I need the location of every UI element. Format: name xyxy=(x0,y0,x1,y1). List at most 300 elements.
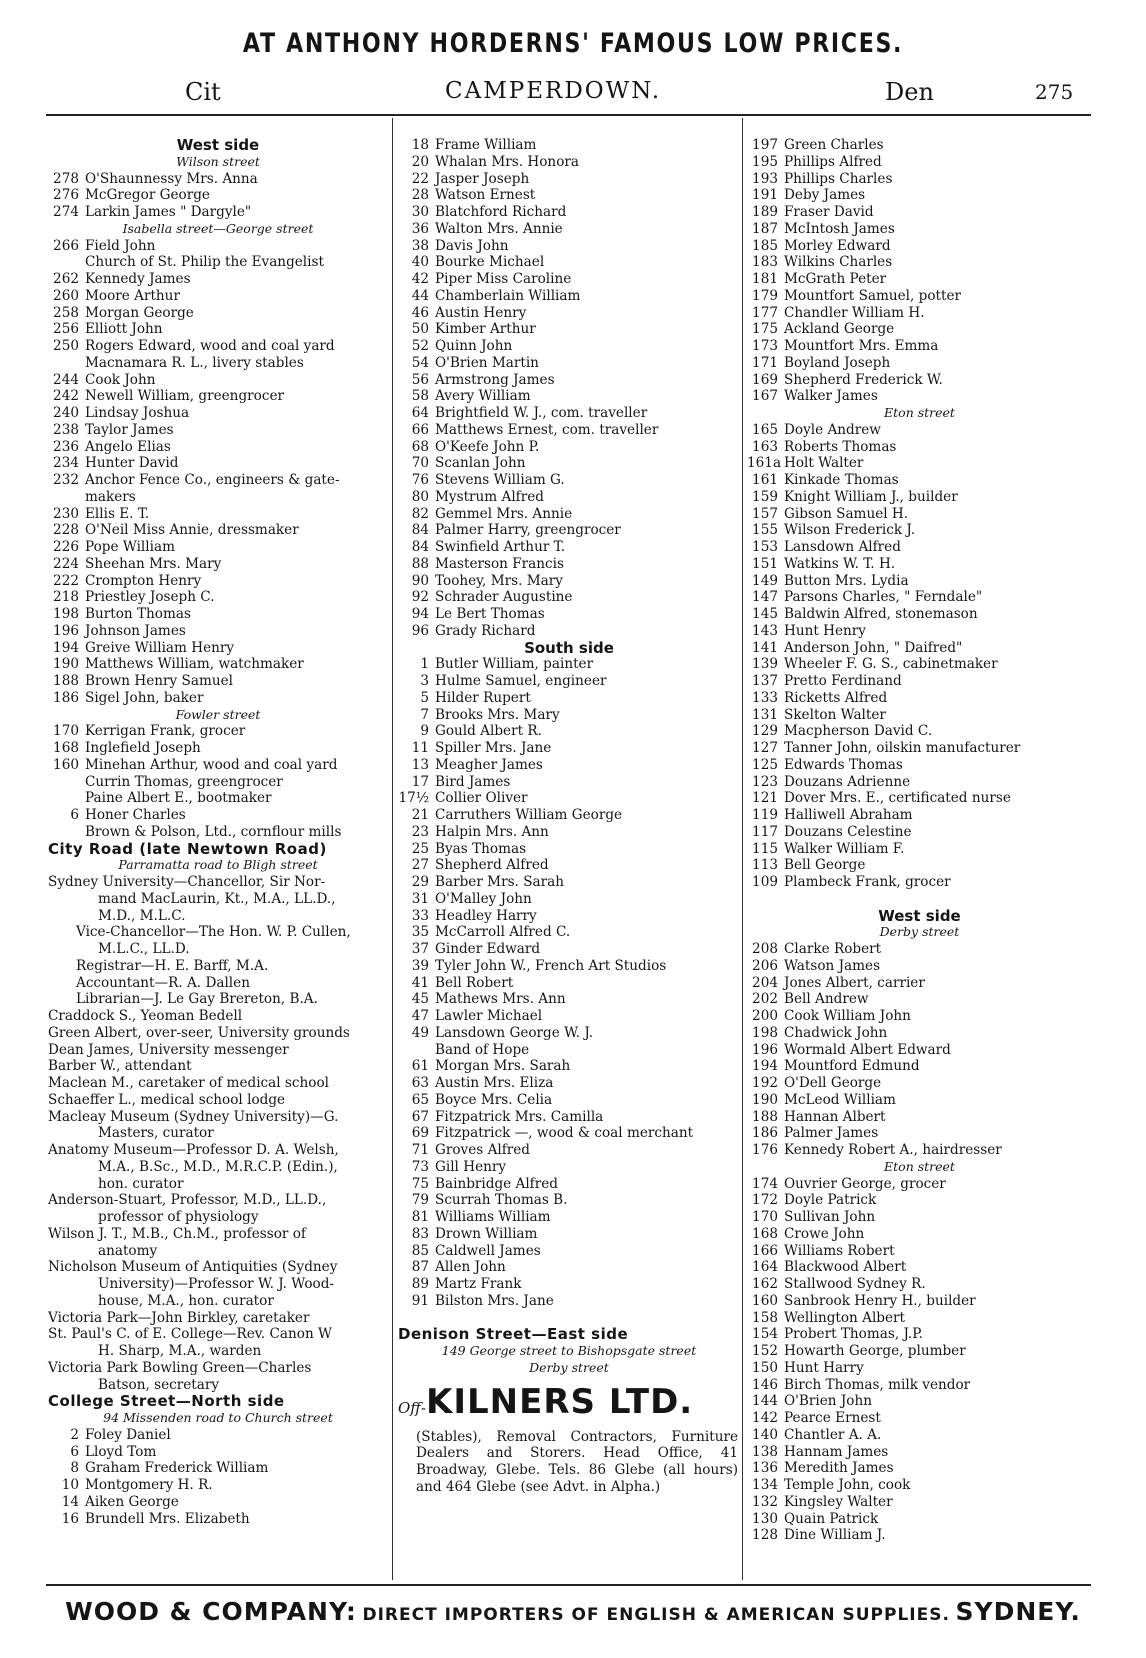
house-number: 194 xyxy=(53,639,79,656)
directory-entry xyxy=(398,271,740,288)
house-number: 82 xyxy=(411,505,429,522)
house-number: 131 xyxy=(752,706,778,723)
resident-name: Macpherson David C. xyxy=(784,723,933,740)
cross-street: Wilson street xyxy=(176,153,260,169)
resident-name: Burton Thomas xyxy=(85,606,191,622)
directory-entry xyxy=(747,439,1092,456)
house-number: 127 xyxy=(752,740,778,756)
directory-entry xyxy=(747,1075,1092,1092)
directory-entry xyxy=(48,1444,388,1461)
directory-entry xyxy=(398,958,740,975)
directory-entry xyxy=(398,975,740,992)
house-number: 181 xyxy=(752,271,778,287)
house-number: 191 xyxy=(752,187,778,204)
resident-name: Green Charles xyxy=(784,137,884,153)
directory-entry xyxy=(747,154,1092,171)
house-number: 256 xyxy=(53,321,79,338)
institution-entry: Maclean M., caretaker of medical school xyxy=(48,1075,329,1091)
house-number: 49 xyxy=(411,1024,429,1041)
resident-name: Knight William J., builder xyxy=(784,488,958,505)
resident-name: Avery William xyxy=(435,388,531,405)
resident-name: Inglefield Joseph xyxy=(85,740,201,756)
house-number: 208 xyxy=(752,941,778,957)
directory-entry xyxy=(398,204,740,221)
directory-entry xyxy=(747,757,1092,774)
street-heading: City Road (late Newtown Road) xyxy=(48,839,327,858)
resident-name: Tyler John W., French Art Studios xyxy=(435,957,667,974)
resident-name: Skelton Walter xyxy=(784,706,886,723)
house-number: 37 xyxy=(411,941,429,957)
house-number: 45 xyxy=(411,991,429,1008)
directory-entry xyxy=(48,422,388,439)
house-number: 260 xyxy=(53,287,79,304)
resident-name: McGrath Peter xyxy=(784,271,887,287)
institution-entry: Anatomy Museum—Professor D. A. Welsh, xyxy=(48,1142,339,1158)
resident-name: Gibson Samuel H. xyxy=(784,505,909,522)
house-number: 76 xyxy=(411,472,429,488)
resident-name: Whalan Mrs. Honora xyxy=(435,153,579,170)
house-number: 132 xyxy=(752,1493,778,1510)
house-number: 151 xyxy=(752,555,778,572)
resident-name: Armstrong James xyxy=(435,371,555,388)
house-number: 158 xyxy=(752,1309,778,1326)
house-number: 58 xyxy=(411,388,429,405)
house-number: 157 xyxy=(752,505,778,522)
house-number: 89 xyxy=(411,1276,429,1292)
house-number: 17½ xyxy=(398,790,429,807)
directory-entry xyxy=(747,573,1092,590)
house-number: 185 xyxy=(752,237,778,254)
directory-entry xyxy=(398,439,740,456)
resident-name: Bird James xyxy=(435,773,511,790)
resident-name: Watson Ernest xyxy=(435,187,536,204)
directory-entry xyxy=(747,1527,1092,1544)
institution-entry: Macleay Museum (Sydney University)—G. xyxy=(48,1108,339,1125)
house-number: 197 xyxy=(752,137,778,153)
resident-name: Scanlan John xyxy=(435,455,526,472)
directory-entry xyxy=(747,1243,1092,1260)
resident-name: Birch Thomas, milk vendor xyxy=(784,1376,971,1393)
header-range-start: Cit xyxy=(185,78,221,106)
directory-entry xyxy=(398,137,740,154)
directory-entry xyxy=(48,288,388,305)
resident-name: Doyle Patrick xyxy=(784,1192,877,1209)
house-number: 187 xyxy=(752,220,778,237)
house-number: 198 xyxy=(53,606,79,622)
resident-name: Scurrah Thomas B. xyxy=(435,1192,568,1209)
directory-entry xyxy=(747,1444,1092,1461)
resident-name: Bell George xyxy=(784,857,866,874)
resident-name: Button Mrs. Lydia xyxy=(784,572,909,589)
directory-entry xyxy=(747,673,1092,690)
resident-name: Boyce Mrs. Celia xyxy=(435,1091,553,1108)
resident-name: Walker James xyxy=(784,388,878,405)
house-number: 198 xyxy=(752,1024,778,1041)
resident-name: Bourke Michael xyxy=(435,254,545,271)
resident-name: Wheeler F. G. S., cabinetmaker xyxy=(784,656,998,673)
house-number: 196 xyxy=(752,1041,778,1058)
institution-entry: Sydney University—Chancellor, Sir Nor- xyxy=(48,874,326,890)
cross-street: 94 Missenden road to Church street xyxy=(103,1410,333,1425)
directory-entry xyxy=(398,1092,740,1109)
entry-continuation: M.D., M.L.C. xyxy=(98,907,186,924)
advertiser-city: SYDNEY. xyxy=(955,1597,1081,1626)
directory-entry xyxy=(747,640,1092,657)
house-number: 92 xyxy=(411,589,429,606)
resident-name: Ginder Edward xyxy=(435,941,541,957)
house-number: 145 xyxy=(752,606,778,622)
entry-continuation: professor of physiology xyxy=(98,1209,259,1225)
resident-name: Martz Frank xyxy=(435,1276,522,1292)
resident-name: Parsons Charles, " Ferndale" xyxy=(784,589,983,606)
resident-name: Mountfort Samuel, potter xyxy=(784,287,962,304)
house-number: 162 xyxy=(752,1276,778,1292)
directory-entry xyxy=(747,1109,1092,1126)
house-number: 136 xyxy=(752,1460,778,1477)
directory-column-2 xyxy=(398,137,740,1496)
directory-entry xyxy=(747,1092,1092,1109)
house-number: 33 xyxy=(411,907,429,924)
directory-entry xyxy=(398,908,740,925)
house-number: 84 xyxy=(411,539,429,555)
house-number: 160 xyxy=(752,1292,778,1309)
directory-entry xyxy=(398,254,740,271)
directory-entry xyxy=(48,472,388,489)
house-number: 242 xyxy=(53,388,79,405)
directory-entry xyxy=(398,405,740,422)
house-number: 84 xyxy=(411,522,429,539)
resident-name: Ouvrier George, grocer xyxy=(784,1175,946,1192)
resident-name: Caldwell James xyxy=(435,1242,541,1259)
resident-name: Brundell Mrs. Elizabeth xyxy=(85,1510,250,1527)
resident-name: Bilston Mrs. Jane xyxy=(435,1292,554,1309)
directory-entry xyxy=(398,556,740,573)
house-number: 142 xyxy=(752,1410,778,1426)
house-number: 141 xyxy=(752,639,778,656)
directory-entry xyxy=(398,1142,740,1159)
directory-entry xyxy=(747,1226,1092,1243)
house-number: 190 xyxy=(53,656,79,673)
directory-entry xyxy=(398,321,740,338)
resident-name: Sheehan Mrs. Mary xyxy=(85,555,222,572)
directory-entry xyxy=(747,824,1092,841)
resident-name: Blatchford Richard xyxy=(435,204,567,220)
house-number: 168 xyxy=(53,740,79,756)
directory-entry xyxy=(747,254,1092,271)
street-heading: Denison Street—East side xyxy=(398,1325,629,1344)
resident-name: Brown & Polson, Ltd., cornflour mills xyxy=(85,823,342,840)
house-number: 40 xyxy=(411,254,429,271)
house-number: 20 xyxy=(411,153,429,170)
house-number: 123 xyxy=(752,773,778,790)
house-number: 133 xyxy=(752,689,778,706)
cross-street: Isabella street—George street xyxy=(122,220,314,236)
directory-entry xyxy=(398,1109,740,1126)
directory-entry xyxy=(747,991,1092,1008)
house-number: 266 xyxy=(53,237,79,254)
resident-name: Larkin James " Dargyle" xyxy=(85,204,252,220)
directory-entry xyxy=(747,472,1092,489)
house-number: 90 xyxy=(411,572,429,589)
directory-entry xyxy=(747,790,1092,807)
house-number: 87 xyxy=(411,1259,429,1276)
resident-name: Dine William J. xyxy=(784,1527,886,1544)
house-number: 117 xyxy=(752,823,778,840)
resident-name: Meagher James xyxy=(435,756,543,773)
house-number: 139 xyxy=(752,656,778,673)
house-number: 63 xyxy=(411,1075,429,1091)
house-number: 154 xyxy=(752,1326,778,1343)
directory-entry xyxy=(747,707,1092,724)
house-number: 167 xyxy=(752,388,778,405)
directory-entry xyxy=(398,841,740,858)
directory-entry xyxy=(48,405,388,422)
directory-entry xyxy=(398,472,740,489)
directory-entry xyxy=(747,1360,1092,1377)
house-number: 69 xyxy=(411,1125,429,1142)
directory-entry xyxy=(747,623,1092,640)
house-number: 236 xyxy=(53,438,79,455)
resident-name: O'Shaunnessy Mrs. Anna xyxy=(85,170,258,187)
directory-entry xyxy=(747,388,1092,405)
resident-name: Spiller Mrs. Jane xyxy=(435,740,552,756)
resident-name: Chandler William H. xyxy=(784,304,925,321)
resident-name: Probert Thomas, J.P. xyxy=(784,1326,923,1343)
directory-entry xyxy=(747,841,1092,858)
resident-name: Palmer James xyxy=(784,1125,879,1142)
resident-name: Baldwin Alfred, stonemason xyxy=(784,606,978,622)
resident-name: Brightfield W. J., com. traveller xyxy=(435,405,648,421)
directory-entry xyxy=(398,924,740,941)
resident-name: Austin Henry xyxy=(435,304,527,321)
resident-name: Pearce Ernest xyxy=(784,1410,881,1426)
house-number: 7 xyxy=(420,706,429,723)
directory-entry xyxy=(747,137,1092,154)
directory-entry xyxy=(48,757,388,774)
spacer xyxy=(747,891,1092,908)
resident-name: Dover Mrs. E., certificated nurse xyxy=(784,790,1011,807)
house-number: 22 xyxy=(411,170,429,187)
directory-entry xyxy=(747,1377,1092,1394)
directory-entry xyxy=(398,288,740,305)
directory-entry xyxy=(747,321,1092,338)
resident-name: Stevens William G. xyxy=(435,472,565,488)
directory-entry xyxy=(48,455,388,472)
directory-entry xyxy=(747,221,1092,238)
directory-entry xyxy=(48,1494,388,1511)
directory-entry xyxy=(398,573,740,590)
resident-name: Temple John, cook xyxy=(784,1477,911,1493)
resident-name: Kinkade Thomas xyxy=(784,472,899,488)
resident-name: Edwards Thomas xyxy=(784,756,903,773)
resident-name: Halpin Mrs. Ann xyxy=(435,823,549,840)
directory-entry xyxy=(398,1125,740,1142)
resident-name: Anchor Fence Co., engineers & gate- xyxy=(85,472,340,488)
directory-entry xyxy=(747,489,1092,506)
directory-entry xyxy=(747,1058,1092,1075)
house-number: 144 xyxy=(752,1393,778,1410)
house-number: 134 xyxy=(752,1477,778,1493)
house-number: 68 xyxy=(411,438,429,455)
directory-entry xyxy=(747,1494,1092,1511)
house-number: 5 xyxy=(420,689,429,706)
house-number: 170 xyxy=(53,723,79,740)
house-number: 83 xyxy=(411,1225,429,1242)
resident-name: Ackland George xyxy=(784,321,895,338)
resident-name: Minehan Arthur, wood and coal yard xyxy=(85,756,338,773)
resident-name: McCarroll Alfred C. xyxy=(435,924,571,941)
directory-entry xyxy=(747,606,1092,623)
header-range-end: Den xyxy=(885,78,934,106)
directory-entry xyxy=(48,606,388,623)
institution-entry: Craddock S., Yeoman Bedell xyxy=(48,1008,243,1024)
house-number: 3 xyxy=(420,673,429,689)
resident-name: Mystrum Alfred xyxy=(435,488,544,505)
directory-entry xyxy=(747,1410,1092,1427)
house-number: 161 xyxy=(752,472,778,488)
house-number: 6 xyxy=(70,1443,79,1460)
directory-entry xyxy=(48,824,388,841)
directory-entry xyxy=(398,1192,740,1209)
house-number: 230 xyxy=(53,505,79,522)
resident-name: O'Brien John xyxy=(784,1393,872,1410)
directory-entry xyxy=(398,673,740,690)
directory-entry xyxy=(398,1058,740,1075)
entry-continuation: M.L.C., LL.D. xyxy=(98,941,190,957)
directory-entry xyxy=(747,1192,1092,1209)
house-number: 54 xyxy=(411,354,429,371)
house-number: 244 xyxy=(53,371,79,388)
resident-name: makers xyxy=(85,488,136,505)
house-number: 192 xyxy=(752,1075,778,1091)
directory-entry xyxy=(747,1393,1092,1410)
resident-name: O'Neil Miss Annie, dressmaker xyxy=(85,522,299,539)
resident-name: Shepherd Frederick W. xyxy=(784,371,943,388)
directory-entry xyxy=(747,1427,1092,1444)
resident-name: Plambeck Frank, grocer xyxy=(784,874,951,890)
institution-entry: Victoria Park—John Birkley, caretaker xyxy=(48,1309,310,1326)
resident-name: Jasper Joseph xyxy=(435,170,530,187)
resident-name: Deby James xyxy=(784,187,866,204)
directory-entry xyxy=(398,305,740,322)
house-number: 129 xyxy=(752,723,778,740)
house-number: 202 xyxy=(752,991,778,1008)
directory-entry xyxy=(48,489,388,506)
house-number: 164 xyxy=(752,1259,778,1276)
resident-name: Hannam James xyxy=(784,1443,889,1460)
resident-name: Holt Walter xyxy=(784,455,864,472)
resident-name: Kimber Arthur xyxy=(435,321,536,338)
entry-continuation: anatomy xyxy=(98,1242,158,1259)
house-number: 196 xyxy=(53,622,79,639)
directory-entry xyxy=(48,388,388,405)
house-number: 155 xyxy=(752,522,778,539)
directory-entry xyxy=(398,154,740,171)
kilners-advert-title xyxy=(398,1377,740,1427)
directory-entry xyxy=(398,489,740,506)
directory-entry xyxy=(747,539,1092,556)
house-number: 30 xyxy=(411,204,429,220)
house-number: 17 xyxy=(411,773,429,790)
directory-entry xyxy=(398,991,740,1008)
directory-entry xyxy=(747,1293,1092,1310)
entry-continuation: H. Sharp, M.A., warden xyxy=(98,1343,262,1359)
directory-entry xyxy=(398,790,740,807)
resident-name: Montgomery H. R. xyxy=(85,1477,213,1493)
directory-entry xyxy=(747,171,1092,188)
house-number: 138 xyxy=(752,1443,778,1460)
house-number: 146 xyxy=(752,1376,778,1393)
directory-entry xyxy=(747,1142,1092,1159)
house-number: 47 xyxy=(411,1008,429,1024)
resident-name: Angelo Elias xyxy=(85,438,171,455)
house-number: 147 xyxy=(752,589,778,606)
resident-name: O'Keefe John P. xyxy=(435,438,540,455)
directory-entry xyxy=(48,573,388,590)
staff-entry: Vice-Chancellor—The Hon. W. P. Cullen, xyxy=(76,924,351,941)
resident-name: Matthews Ernest, com. traveller xyxy=(435,421,659,438)
house-number: 38 xyxy=(411,237,429,254)
directory-entry xyxy=(48,506,388,523)
house-number: 222 xyxy=(53,572,79,589)
resident-name: Ricketts Alfred xyxy=(784,689,888,706)
column-divider xyxy=(742,118,743,1580)
house-number: 150 xyxy=(752,1359,778,1376)
resident-name: O'Malley John xyxy=(435,890,532,907)
resident-name: Lansdown George W. J. xyxy=(435,1024,594,1041)
resident-name: Douzans Celestine xyxy=(784,823,912,840)
resident-name: Williams William xyxy=(435,1209,551,1225)
house-number: 176 xyxy=(752,1142,778,1158)
directory-entry xyxy=(747,305,1092,322)
house-number: 8 xyxy=(70,1460,79,1477)
directory-entry xyxy=(48,539,388,556)
directory-entry xyxy=(747,522,1092,539)
directory-entry xyxy=(48,1477,388,1494)
house-number: 200 xyxy=(752,1008,778,1024)
directory-entry xyxy=(747,807,1092,824)
house-number: 50 xyxy=(411,321,429,338)
house-number: 27 xyxy=(411,857,429,874)
house-number: 64 xyxy=(411,405,429,421)
resident-name: Stallwood Sydney R. xyxy=(784,1276,926,1292)
directory-entry xyxy=(48,1511,388,1528)
house-number: 25 xyxy=(411,840,429,857)
directory-entry xyxy=(398,941,740,958)
institution-entry: Schaeffer L., medical school lodge xyxy=(48,1091,286,1108)
resident-name: Wellington Albert xyxy=(784,1309,906,1326)
resident-name: Sigel John, baker xyxy=(85,689,204,706)
entry-continuation: Batson, secretary xyxy=(98,1376,220,1393)
house-number: 172 xyxy=(752,1192,778,1209)
house-number: 262 xyxy=(53,271,79,287)
resident-name: Frame William xyxy=(435,137,537,153)
resident-name: Elliott John xyxy=(85,321,163,338)
house-number: 81 xyxy=(411,1209,429,1225)
resident-name: Walton Mrs. Annie xyxy=(435,220,563,237)
directory-entry xyxy=(48,656,388,673)
house-number: 2 xyxy=(70,1426,79,1443)
cross-street: Derby street xyxy=(529,1359,609,1375)
staff-entry: Registrar—H. E. Barff, M.A. xyxy=(76,957,269,974)
house-number: 163 xyxy=(752,438,778,455)
directory-entry xyxy=(398,372,740,389)
house-number: 13 xyxy=(411,756,429,773)
house-number: 9 xyxy=(420,723,429,740)
directory-entry xyxy=(398,1293,740,1310)
house-number: 258 xyxy=(53,304,79,321)
directory-entry xyxy=(747,723,1092,740)
